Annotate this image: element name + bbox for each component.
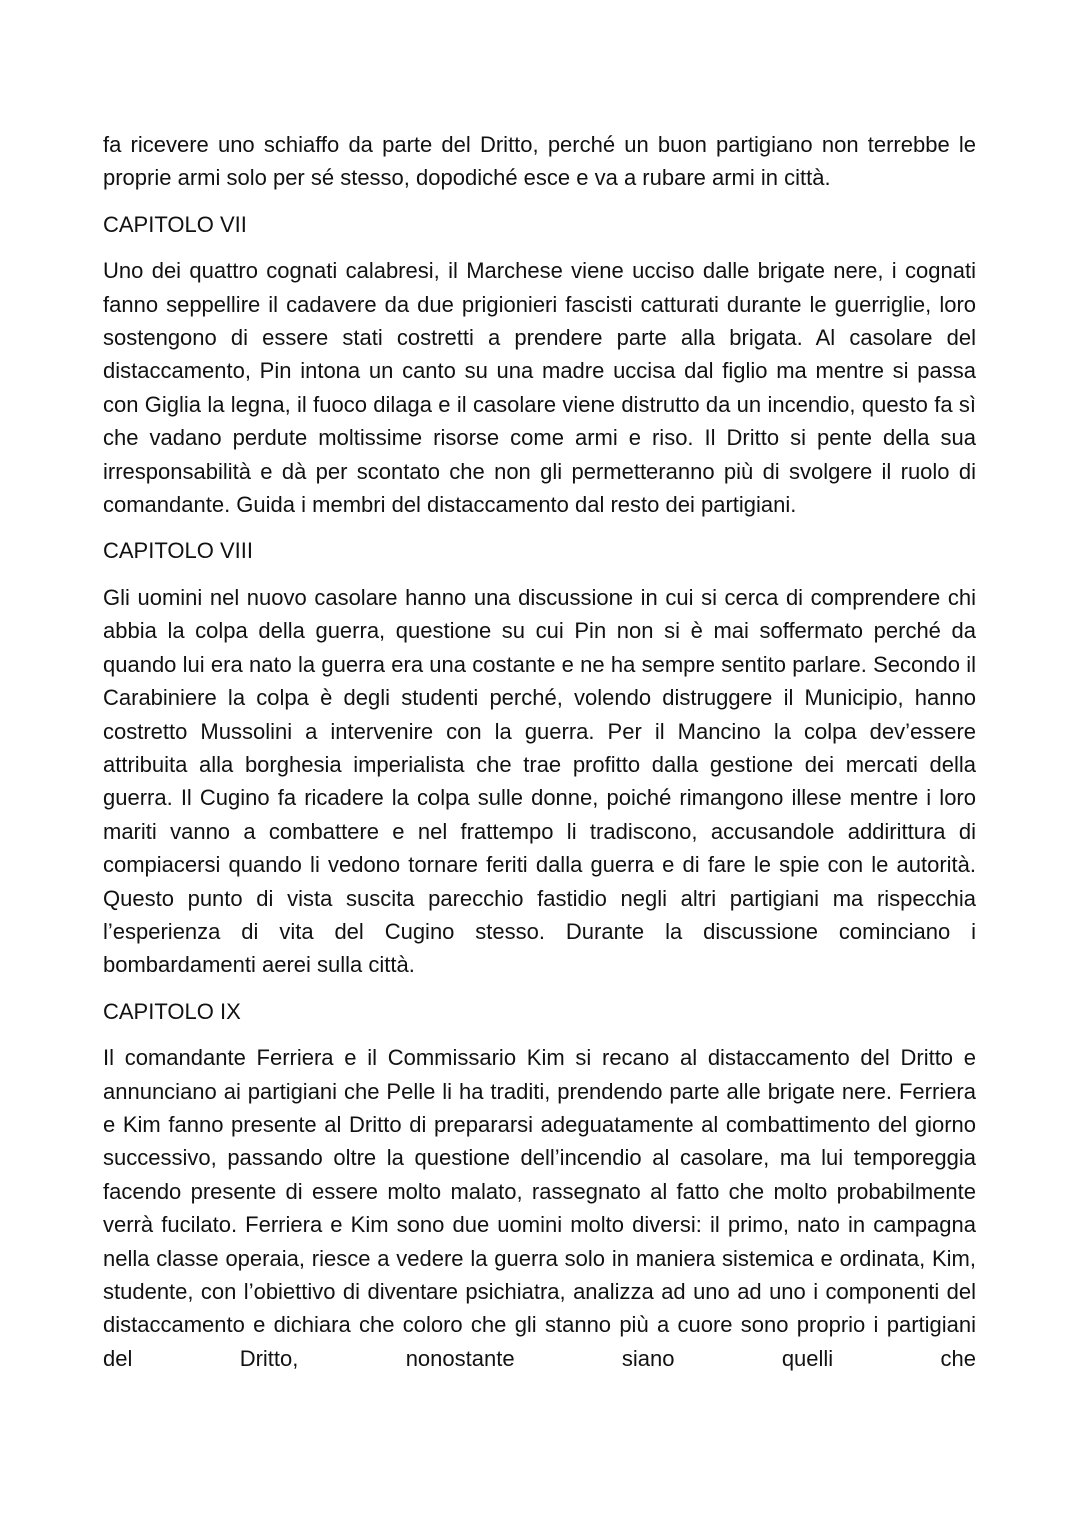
section-paragraph: Gli uomini nel nuovo casolare hanno una discussione in cui si cerca di comprendere chi abbia la colpa della guerra, questione su cui Pin non si è mai soffermato perché da quando lui era nato la guerra era una costante e ne ha sempre sentito parlare. Secondo il Carabiniere la colpa è degli studenti perché, volendo distruggere il Municipio, hanno costretto Mussolini a intervenire con la guerra. Per il Mancino la colpa dev’essere attribuita alla borghesia imperialista che trae profitto dalla gestione dei mercati della guerra. Il Cugino fa ricadere la colpa sulle donne, poiché rimangono illese mentre i loro mariti vanno a combattere e nel frattempo li tradiscono, accusandole addirittura di compiacersi quando li vedono tornare feriti dalla guerra e di fare le spie con le autorità. Questo punto di vista suscita parecchio fastidio negli altri partigiani ma rispecchia l’esperienza di vita del Cugino stesso. Durante la discussione cominciano i bombardamenti aerei sulla città. <box>103 584 976 978</box>
document-page <box>103 128 976 1388</box>
section-capitolo-vii <box>103 208 976 522</box>
section-paragraph: Il comandante Ferriera e il Commissario Kim si recano al distaccamento del Dritto e annunciano ai partigiani che Pelle li ha traditi, prendendo parte alle brigate nere. Ferriera e Kim fanno presente al Dritto di prepararsi adeguatamente al combattimento del giorno successivo, passando oltre la questione dell’incendio al casolare, ma lui temporeggia facendo presente di essere molto malato, rassegnato al fatto che molto probabilmente verrà fucilato. Ferriera e Kim sono due uomini molto diversi: il primo, nato in campagna nella classe operaia, riesce a vedere la guerra solo in maniera sistemica e ordinata, Kim, studente, con l’obiettivo di diventare psichiatra, analizza ad uno ad uno i componenti del distaccamento e dichiara che coloro che gli stanno più a cuore sono proprio i partigiani del Dritto, nonostante siano quelli che <box>103 1045 976 1371</box>
section-capitolo-ix <box>103 995 976 1375</box>
section-heading: CAPITOLO VIII <box>103 538 253 564</box>
section-heading: CAPITOLO IX <box>103 998 241 1024</box>
section-capitolo-viii <box>103 534 976 981</box>
section-heading: CAPITOLO VII <box>103 211 247 237</box>
section-paragraph: Uno dei quattro cognati calabresi, il Marchese viene ucciso dalle brigate nere, i cognati fanno seppellire il cadavere da due prigionieri fascisti catturati durante le guerriglie, loro sostengono di essere stati costretti a prendere parte alla brigata. Al casolare del distaccamento, Pin intona un canto su una madre uccisa dal figlio ma mentre si passa con Giglia la legna, il fuoco dilaga e il casolare viene distrutto da un incendio, questo fa sì che vadano perdute moltissime risorse come armi e riso. Il Dritto si pente della sua irresponsabilità e dà per scontato che non gli permetteranno più di svolgere il ruolo di comandante. Guida i membri del distaccamento dal resto dei partigiani. <box>103 258 976 518</box>
intro-paragraph: fa ricevere uno schiaffo da parte del Dritto, perché un buon partigiano non terrebbe le proprie armi solo per sé stesso, dopodiché esce e va a rubare armi in città. <box>103 132 976 191</box>
